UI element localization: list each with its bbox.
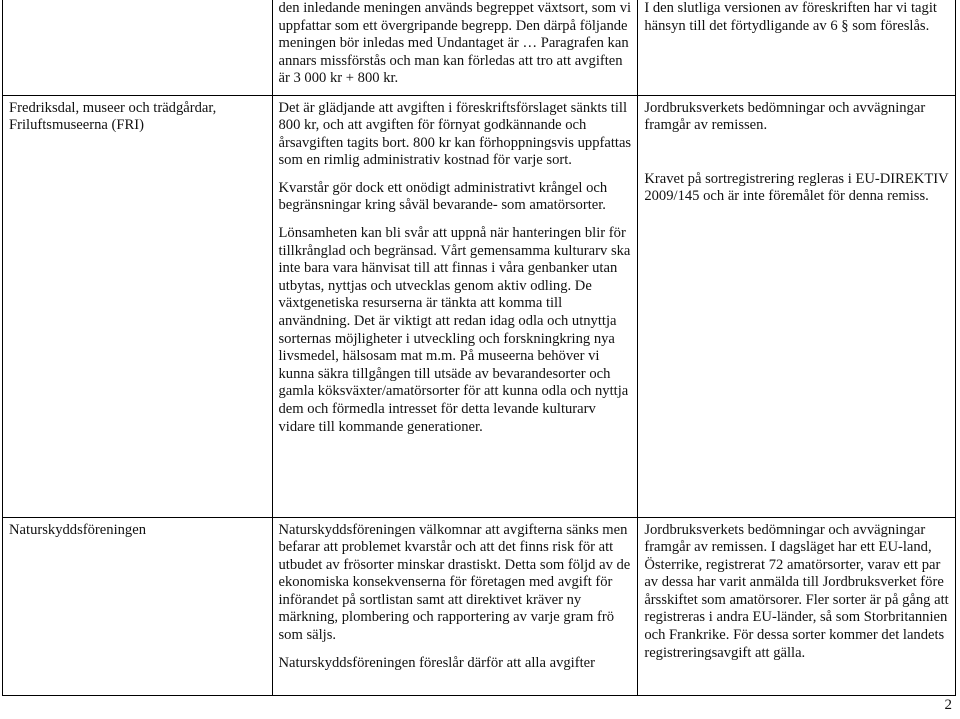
comment-paragraph: Kvarstår gör dock ett onödigt administrativt krångel och begränsningar kring såväl bevarande- som amatörsorter.	[278, 179, 608, 214]
organization-name-line: Fredriksdal, museer och trädgårdar,	[9, 99, 217, 116]
organization-cell	[3, 95, 273, 517]
comment-cell	[272, 95, 638, 517]
response-cell	[638, 517, 956, 695]
response-cell	[638, 0, 956, 95]
comment-paragraph: den inledande meningen används begreppet växtsort, som vi uppfattar som ett övergripande begrepp. Den därpå följande meningen bör inledas med Undantaget är … Paragrafen kan annars missförstås och man kan förledas att tro att avgiften är 3 000 kr + 800 kr.	[278, 0, 632, 87]
organization-name-line: Friluftsmuseerna (FRI)	[9, 117, 144, 134]
table-row	[3, 517, 956, 695]
page-number: 2	[944, 697, 952, 713]
comment-paragraph: Lönsamheten kan bli svår att uppnå när hanteringen blir för tillkrånglad och begränsad. Vårt gemensamma kulturarv ska inte bara vara hänvisat till att finnas i våra genbanker utan utbytas, nyttjas och utvecklas genom aktiv odling. De växtgenetiska resurserna är tänkta att komma till användning. Det är viktigt att redan idag odla och utnyttja sorternas möjligheter i utveckling och forskningkring nya livsmedel, hälsosam mat m.m. På museerna behöver vi kunna säkra tillgången till utsäde av bevarandesorter och gamla köksväxter/amatörsorter för att kunna odla och nyttja dem och förmedla intresset för detta levande kulturarv vidare till kommande generationer.	[278, 225, 631, 435]
table-row	[3, 0, 956, 95]
comment-paragraph: Naturskyddsföreningen föreslår därför att alla avgifter	[278, 654, 595, 671]
consultation-table	[2, 0, 956, 696]
comment-cell	[272, 0, 638, 95]
response-paragraph: Jordbruksverkets bedömningar och avvägningar framgår av remissen.	[644, 99, 926, 134]
table-row	[3, 95, 956, 517]
comment-cell	[272, 517, 638, 695]
organization-cell	[3, 0, 273, 95]
response-paragraph: Jordbruksverkets bedömningar och avvägningar framgår av remissen. I dagsläget har ett EU-land, Österrike, registrerat 72 amatörsorter, varav ett par av dessa har varit anmälda till Jordbruksverket före årsskiftet som amatörsorer. Fler sorter är på gång att registreras i andra EU-länder, så som Storbritannien och Frankrike. För dessa sorter kommer det landets registreringsavgift att gälla.	[644, 521, 949, 661]
response-cell	[638, 95, 956, 517]
response-paragraph: Kravet på sortregistrering regleras i EU-DIREKTIV 2009/145 och är inte föremålet för denna remiss.	[644, 170, 949, 205]
organization-name-line: Naturskyddsföreningen	[9, 521, 146, 538]
comment-paragraph: Naturskyddsföreningen välkomnar att avgifterna sänks men befarar att problemet kvarstår och att det finns risk för att utbudet av frösorter minskar drastiskt. Detta som följd av de ekonomiska konsekvenserna för företagen med avgift för införandet på sortlistan samt att direktivet kräver ny märkning, plombering och rapportering av varje gram frö som säljs.	[278, 521, 631, 644]
response-paragraph: I den slutliga versionen av föreskriften har vi tagit hänsyn till det förtydligande av 6 § som föreslås.	[644, 0, 937, 34]
organization-cell	[3, 517, 273, 695]
comment-paragraph: Det är glädjande att avgiften i föreskriftsförslaget sänkts till 800 kr, och att avgiften för förnyat godkännande och årsavgiften tagits bort. 800 kr kan förhoppningsvis uppfattas som en rimlig administrativ kostnad för varje sort.	[278, 99, 632, 169]
